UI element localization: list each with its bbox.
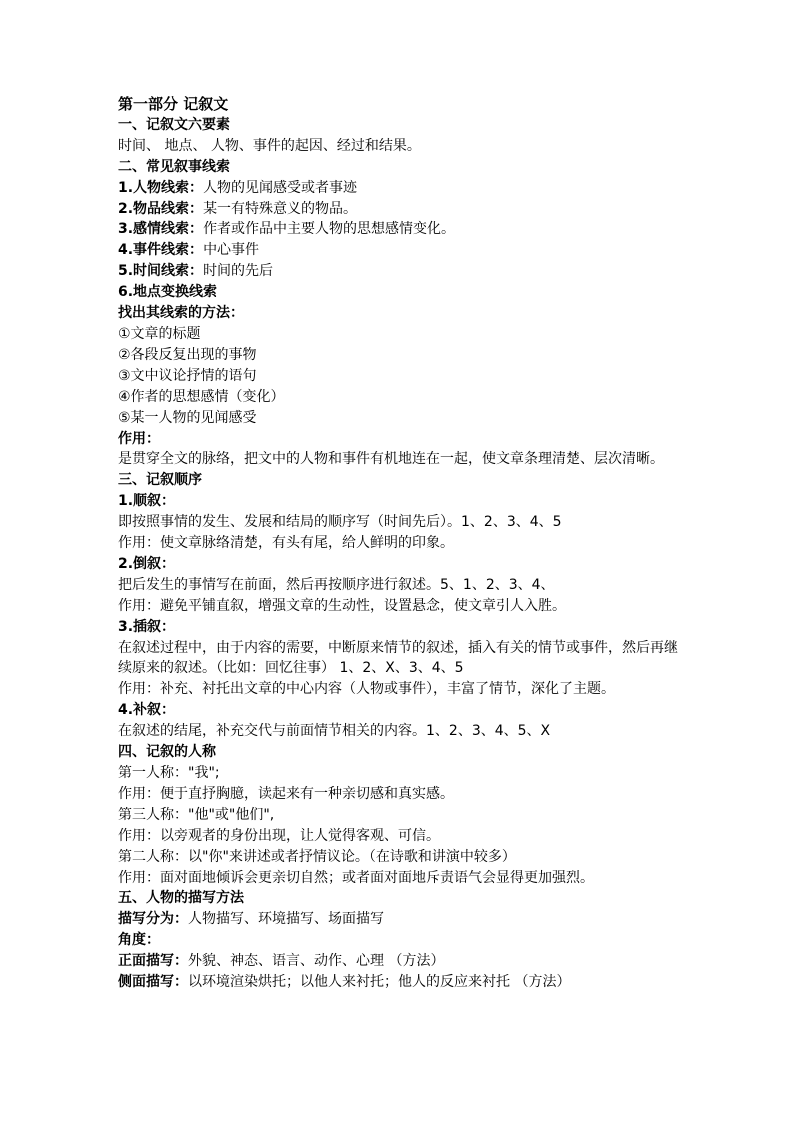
person-line: 作用：便于直抒胸臆，读起来有一种亲切感和真实感。 (118, 785, 454, 802)
section-heading-clues: 二、常见叙事线索 (118, 158, 230, 175)
clue-item (118, 240, 686, 261)
description-types-label: 描写分为： (118, 911, 188, 928)
clue-desc: 时间的先后 (203, 263, 274, 280)
section-heading-elements: 一、记叙文六要素 (118, 116, 230, 133)
clue-label: 4.事件线索： (118, 242, 204, 259)
clue-item-location: 6.地点变换线索 (118, 284, 218, 301)
front-label: 正面描写： (118, 953, 188, 970)
order-label: 2.倒叙： (118, 555, 176, 572)
order-desc: 把后发生的事情写在前面，然后再按顺序进行叙述。5、1、2、3、4、 (118, 576, 555, 593)
document-body (118, 94, 686, 993)
clue-desc: 作者或作品中主要人物的思想感情变化。 (203, 221, 456, 238)
clue-item (118, 178, 686, 199)
page-title: 第一部分 记叙文 (118, 95, 229, 113)
front-description (118, 951, 686, 972)
clue-label: 3.感情线索： (118, 221, 204, 238)
order-label: 1.顺叙： (118, 493, 176, 510)
method-item: ④作者的思想感情（变化） (118, 388, 285, 405)
order-effect: 作用：避免平铺直叙，增强文章的生动性，设置悬念，使文章引人入胜。 (118, 597, 566, 614)
front-text: 外貌、神态、语言、动作、心理 （方法） (188, 953, 445, 970)
clue-item (118, 219, 686, 240)
order-desc: 即按照事情的发生、发展和结局的顺序写（时间先后）。1、2、3、4、5 (118, 514, 562, 531)
side-label: 侧面描写： (118, 974, 188, 991)
elements-text: 时间、 地点、 人物、事件的起因、经过和结果。 (118, 137, 421, 154)
clue-label: 2.物品线索： (118, 200, 204, 217)
person-line: 作用：面对面地倾诉会更亲切自然；或者面对面地斥责语气会显得更加强烈。 (118, 869, 594, 886)
clue-desc: 中心事件 (203, 242, 260, 259)
order-effect: 作用：使文章脉络清楚，有头有尾，给人鲜明的印象。 (118, 535, 454, 552)
order-desc: 在叙述的结尾，补充交代与前面情节相关的内容。1、2、3、4、5、X (118, 723, 551, 740)
side-description (118, 972, 686, 993)
order-effect: 作用：补充、衬托出文章的中心内容（人物或事件），丰富了情节，深化了主题。 (118, 681, 615, 698)
function-text: 是贯穿全文的脉络，把文中的人物和事件有机地连在一起，使文章条理清楚、层次清晰。 (118, 451, 664, 468)
clue-label: 5.时间线索： (118, 263, 204, 280)
clue-item (118, 199, 686, 220)
clue-label: 1.人物线索： (118, 179, 204, 196)
section-heading-order: 三、记叙顺序 (118, 472, 202, 489)
clue-desc: 某一有特殊意义的物品。 (203, 200, 358, 217)
person-line: 第一人称："我"; (118, 765, 220, 781)
method-item: ①文章的标题 (118, 325, 201, 342)
method-item: ③文中议论抒情的语句 (118, 367, 257, 384)
method-heading: 找出其线索的方法： (118, 305, 244, 322)
clue-item (118, 261, 686, 282)
function-label: 作用： (118, 430, 160, 447)
clue-desc: 人物的见闻感受或者事迹 (203, 179, 358, 196)
description-types (118, 909, 686, 930)
section-heading-description: 五、人物的描写方法 (118, 890, 244, 907)
method-item: ⑤某一人物的见闻感受 (118, 409, 257, 426)
angle-label: 角度： (118, 932, 160, 949)
person-line: 作用：以旁观者的身份出现，让人觉得客观、可信。 (118, 827, 440, 844)
order-label: 4.补叙： (118, 702, 176, 719)
order-desc: 在叙述过程中，由于内容的需要，中断原来情节的叙述，插入有关的情节或事件，然后再继续原来的叙述。（比如：回忆往事） 1、2、X、3、4、5 (118, 639, 678, 677)
side-text: 以环境渲染烘托；以他人来衬托；他人的反应来衬托 （方法） (188, 974, 571, 991)
order-label: 3.插叙： (118, 618, 176, 635)
person-line: 第二人称：以"你"来讲述或者抒情议论。（在诗歌和讲演中较多） (118, 848, 516, 865)
person-line: 第三人称："他"或"他们", (118, 806, 275, 823)
section-heading-person: 四、记叙的人称 (118, 744, 216, 761)
description-types-text: 人物描写、环境描写、场面描写 (188, 911, 384, 928)
method-item: ②各段反复出现的事物 (118, 346, 257, 363)
